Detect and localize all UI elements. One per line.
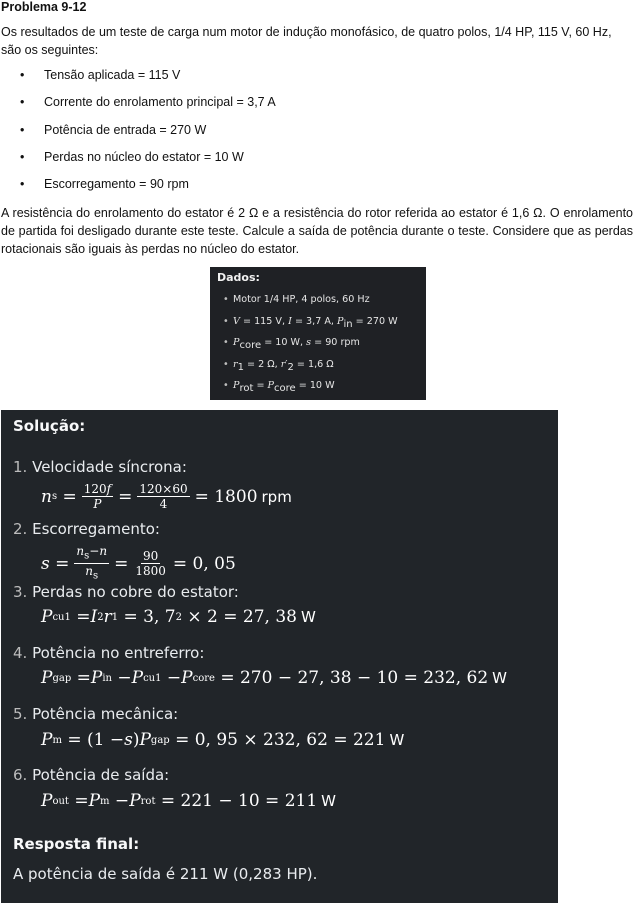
- list-item: • Corrente do enrolamento principal = 3,7 A: [20, 95, 276, 110]
- bullet-icon: •: [223, 294, 229, 305]
- bullet-icon: •: [20, 177, 25, 192]
- list-item: • V = 115 V, I = 3,7 A, $P_{in} = 270$ W: [223, 315, 398, 330]
- list-item: • Tensão aplicada = 115 V: [20, 68, 181, 82]
- bullet-icon: •: [20, 122, 25, 137]
- list-item: • $P_{core} = 10$ W, s = 90 rpm: [223, 337, 360, 351]
- step-heading: 6. Potência de saída:: [13, 766, 170, 784]
- solution-header: Solução:: [13, 417, 86, 435]
- step-heading: 5. Potência mecânica:: [13, 705, 179, 723]
- step-heading: 4. Potência no entreferro:: [13, 644, 205, 662]
- bullet-icon: •: [20, 68, 25, 82]
- problem-body: A resistência do enrolamento do estator é 2 Ω e a resistência do rotor referida ao estator é 1,6 Ω. O enrolamento de partida foi desligado durante este teste. Calcule a saída de potência durante o teste. Considere que as perdas rotacionais são iguais às perdas no núcleo do estator.: [1, 206, 633, 256]
- bullet-icon: •: [223, 315, 229, 327]
- solution-card: [1, 410, 558, 903]
- problem-title: Problema 9-12: [1, 0, 87, 14]
- bullet-icon: •: [223, 337, 229, 348]
- final-answer: A potência de saída é 211 W (0,283 HP).: [13, 865, 318, 883]
- bullet-icon: •: [20, 149, 25, 164]
- parameter-list: [0, 66, 630, 202]
- dados-list: [210, 293, 426, 401]
- list-item: • Motor 1/4 HP, 4 polos, 60 Hz: [223, 294, 370, 305]
- problem-intro: Os resultados de um teste de carga num motor de indução monofásico, de quatro polos, 1/4 HP, 115 V, 60 Hz, são os seguintes:: [1, 25, 612, 57]
- bullet-icon: •: [20, 95, 25, 110]
- list-item: • $r_1 = 2$ Ω, $r'_2 = 1,6$ Ω: [223, 358, 334, 373]
- equation: P m = (1 − s ) P gap = 0, 95 × 232, 62 = 221 W: [41, 730, 405, 750]
- bullet-icon: •: [223, 358, 229, 370]
- equation: P cu1 = I 2 r 1 = 3, 7 2 × 2 = 27, 38 W: [41, 607, 316, 627]
- dados-header: Dados:: [217, 271, 260, 284]
- list-item: • Escorregamento = 90 rpm: [20, 177, 189, 192]
- bullet-icon: •: [223, 380, 229, 391]
- dados-card: [210, 267, 426, 400]
- list-item: • Perdas no núcleo do estator = 10 W: [20, 149, 244, 164]
- equation: n s = $\frac{120f}{P}$ = $\frac{120\times 60}{4}$ = 1800 rpm: [41, 482, 292, 511]
- equation: s = $\frac{n_s-n}{n_s}$ = $\frac{90}{1800}$ = 0, 05: [41, 544, 236, 582]
- final-answer-header: Resposta final:: [13, 835, 140, 853]
- step-heading: 1. Velocidade síncrona:: [13, 458, 187, 476]
- equation: P gap = P in − P cu1 − P core = 270 − 27, 38 − 10 = 232, 62 W: [41, 668, 508, 688]
- step-heading: 2. Escorregamento:: [13, 520, 160, 538]
- list-item: • $P_{rot} = P_{core} = 10$ W: [223, 380, 335, 394]
- equation: P out = P m − P rot = 221 − 10 = 211 W: [41, 791, 336, 811]
- step-heading: 3. Perdas no cobre do estator:: [13, 583, 239, 601]
- list-item: • Potência de entrada = 270 W: [20, 122, 207, 137]
